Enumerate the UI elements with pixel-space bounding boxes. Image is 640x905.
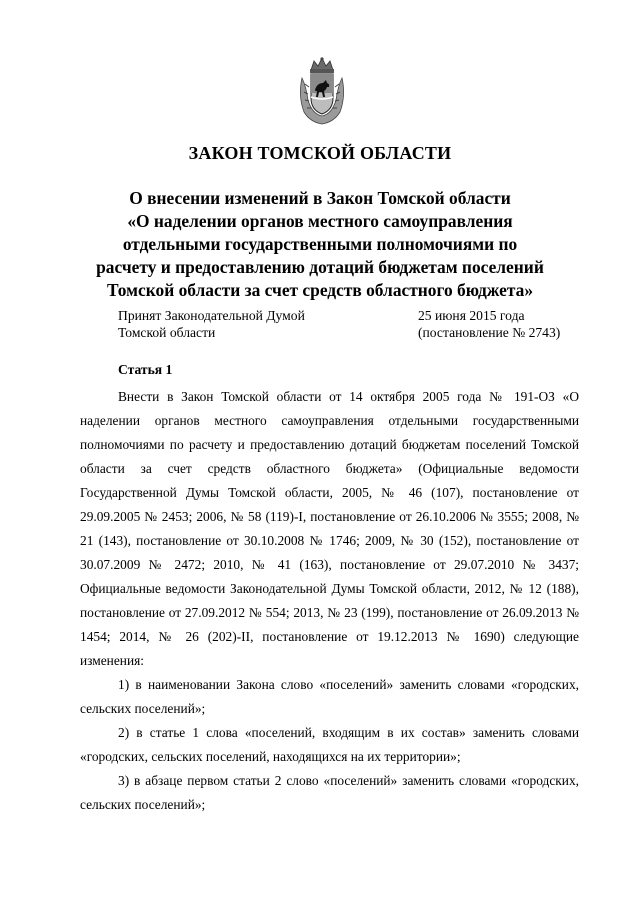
law-title: ЗАКОН ТОМСКОЙ ОБЛАСТИ: [188, 143, 452, 163]
article-paragraph: 2) в статье 1 слова «поселений, входящим в их состав» заменить словами «городских, сельских поселений, находящихся на их территории»;: [80, 725, 579, 764]
law-subtitle: [60, 187, 580, 302]
adoption-body: [118, 307, 305, 341]
subtitle-line: отдельными государственными полномочиями по: [122, 234, 518, 254]
coat-of-arms-icon: [296, 56, 348, 126]
subtitle-line: О внесении изменений в Закон Томской области: [129, 188, 511, 208]
article-body: [80, 385, 579, 817]
article-heading: Статья 1: [118, 362, 173, 377]
adoption-body-line: Принят Законодательной Думой: [118, 308, 305, 323]
adoption-date: [418, 307, 560, 341]
article-paragraph: Внести в Закон Томской области от 14 октября 2005 года № 191-ОЗ «О наделении органов местного самоуправления отдельными государственными полномочиями по расчету и предоставлению дотаций бюджетам поселений Томской области за счет средств областного бюджета» (Официальные ведомости Государственной Думы Томской области, 2005, № 46 (107), постановление от 29.09.2005 № 2453; 2006, № 58 (119)-I, постановление от 26.10.2006 № 3555; 2008, № 21 (143), постановление от 30.10.2008 № 1746; 2009, № 30 (152), постановление от 30.07.2009 № 2472; 2010, № 41 (163), постановление от 29.07.2010 № 3437; Официальные ведомости Законодательной Думы Томской области, 2012, № 12 (188), постановление от 27.09.2012 № 554; 2013, № 23 (199), постановление от 26.09.2013 № 1454; 2014, № 26 (202)-II, постановление от 19.12.2013 № 1690) следующие изменения:: [80, 389, 579, 668]
adoption-date-line: 25 июня 2015 года: [418, 308, 525, 323]
adoption-body-line: Томской области: [118, 325, 216, 340]
subtitle-line: Томской области за счет средств областного бюджета»: [106, 280, 534, 300]
adoption-resolution-line: (постановление № 2743): [418, 325, 561, 340]
article-paragraph: 3) в абзаце первом статьи 2 слово «поселений» заменить словами «городских, сельских поселений»;: [80, 773, 579, 812]
article-paragraph: 1) в наименовании Закона слово «поселений» заменить словами «городских, сельских поселений»;: [80, 677, 579, 716]
subtitle-line: расчету и предоставлению дотаций бюджетам поселений: [96, 257, 544, 277]
subtitle-line: «О наделении органов местного самоуправления: [127, 211, 513, 231]
